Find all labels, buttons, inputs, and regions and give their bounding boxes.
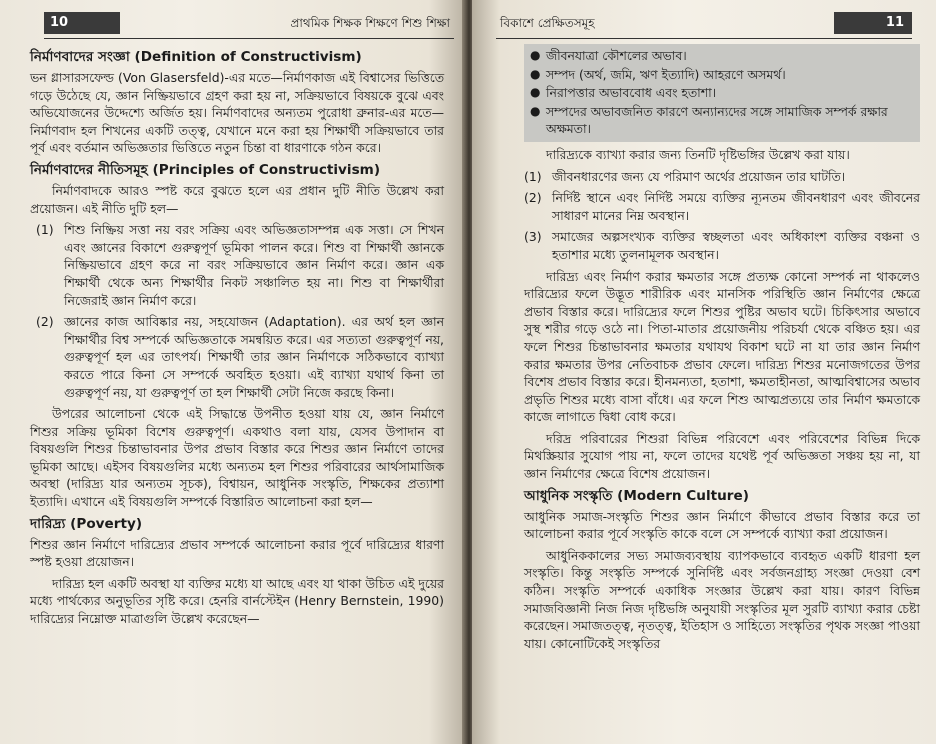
list-item [524,189,920,224]
list-item [528,66,914,84]
page-number: 10 [44,12,120,34]
list-number: (1) [36,222,54,238]
list-text: নিরাপত্তার অভাববোধ এবং হতাশা। [546,85,717,101]
bullet-icon: ● [530,48,541,62]
list-item [524,168,920,186]
paragraph: দারিদ্র্য হল একটি অবস্থা যা ব্যক্তির মধ্যে যা আছে এবং যা থাকা উচিত এই দুয়ের মধ্যে পার্থক্যের অনুভূতির সৃষ্টি করে। হেনরি বার্নস্টেইন (Henry Bernstein, 1990) দারিদ্র্যের নিম্নোক্ত মাত্রাগুলি উল্লেখ করেছেন— [30,575,444,627]
bullet-icon: ● [530,66,541,81]
right-page-content [524,44,920,656]
list-number: (2) [36,314,54,330]
paragraph: নির্মাণবাদকে আরও স্পষ্ট করে বুঝতে হলে এর প্রধান দুটি নীতি উল্লেখ করা প্রয়োজন। এই নীতি দুটি হল— [30,182,444,216]
paragraph: উপরের আলোচনা থেকে এই সিদ্ধান্তে উপনীত হওয়া যায় যে, জ্ঞান নির্মাণে শিশুর সক্রিয় ভূমিকা বিশেষ গুরুত্বপূর্ণ। একথাও বলা যায়, যেসব উপাদান বা বিষয়গুলি শিশুর চিন্তাভাবনার উপর প্রভাব বিস্তার করে শিশুর জ্ঞান নির্মাণে তাদের ভূমিকা আছে। এইসব বিষয়গুলির মধ্যে অন্যতম হল শিশুর পরিবারের আর্থসামাজিক অবস্থা (দারিদ্র্য যার অন্যতম সূচক), বিশ্বায়ন, আধুনিক সংস্কৃতি, শিক্ষকের প্রত্যাশা ইত্যাদি। এখানে এই বিষয়গুলি সম্পর্কে বিস্তারিত আলোচনা করা হল— [30,406,444,510]
list-item [528,47,914,65]
list-text: শিশু নিষ্ক্রিয় সত্তা নয় বরং সক্রিয় এবং অভিজ্ঞতাসম্পন্ন এক সত্তা। সে শিখন এবং জ্ঞানের বিকাশে গুরুত্বপূর্ণ ভূমিকা পালন করে। শিশু বা শিক্ষার্থী জ্ঞানকে নিষ্ক্রিয়ভাবে গ্রহণ করে না বরং সক্রিয়ভাবে জ্ঞান নির্মাণ করে। জ্ঞান এক শিক্ষার্থী থেকে অন্য শিক্ষার্থীর নিকট সঞ্চালিত হয় না। শিশু বা শিক্ষার্থীরা নিজেরাই জ্ঞান নির্মাণ করে। [64,222,444,308]
list-text: জীবনধারণের জন্য যে পরিমাণ অর্থের প্রয়োজন তার ঘাটতি। [552,168,846,184]
bullet-icon: ● [530,85,541,100]
list-text: জ্ঞানের কাজ আবিষ্কার নয়, সহযোজন (Adaptation). এর অর্থ হল জ্ঞান শিক্ষার্থীর বিশ্ব সম্পর্কে অভিজ্ঞতাকে সমন্বয়িত করে। এর সত্যতা গুরুত্বপূর্ণ নয়, গুরুত্বপূর্ণ হল এর তাৎপর্য। শিক্ষার্থী তার জ্ঞান নির্মাণকে সঠিকভাবে ব্যাখ্যা করতে পারে কিনা সে সম্পর্কে অবহিত হওয়া। এই ব্যাখ্যা যথার্থ কিনা তা গুরুত্বপূর্ণ নয়, যা গুরুত্বপূর্ণ তা হল শিক্ষার্থী সেটা নিজে করছে কিনা। [64,314,444,400]
list-item [528,84,914,102]
paragraph: শিশুর জ্ঞান নির্মাণে দারিদ্র্যের প্রভাব সম্পর্কে আলোচনা করার পূর্বে দারিদ্র্যের ধারণা স্পষ্ট হওয়া প্রয়োজন। [30,536,444,570]
bullet-icon: ● [530,103,541,118]
principles-list [30,221,444,401]
section-heading: নির্মাণবাদের নীতিসমূহ (Principles of Constructivism) [30,161,381,178]
right-page-header [496,12,912,39]
paragraph: ভন গ্লাসারসফেল্ড (Von Glasersfeld)-এর মতে—নির্মাণকাজ এই বিশ্বাসের ভিত্তিতে গড়ে উঠেছে যে, জ্ঞান নিষ্ক্রিয়ভাবে গ্রহণ করা হয় না, সক্রিয়ভাবে বিষয়কে বুঝে এবং অভিযোজনের উদ্দেশ্যে অর্জিত হয়। নির্মাণবাদের অন্যতম পুরোধা ব্রুনার-এর মতে—নির্মাণবাদ হল শিখনের একটি তত্ত্ব, যেখানে মনে করা হয় শিক্ষার্থী সক্রিয়ভাবে তার পূর্ব এবং বর্তমান অভিজ্ঞতার ভিত্তিতে নতুন চিন্তা বা ধারণাকে গঠন করে। [30,70,444,156]
viewpoints-list [524,168,920,264]
list-number: (2) [524,190,542,206]
paragraph: আধুনিক সমাজ-সংস্কৃতি শিশুর জ্ঞান নির্মাণে কীভাবে প্রভাব বিস্তার করে তা আলোচনা করার পূর্বে সংস্কৃতি কাকে বলে সে সম্পর্কে ব্যাখ্যা করা প্রয়োজন। [524,508,920,542]
running-head: প্রাথমিক শিক্ষক শিক্ষণে শিশু শিক্ষা [290,16,450,30]
list-item [528,103,914,138]
list-item [30,221,444,309]
right-page [472,0,936,744]
section-heading: আধুনিক সংস্কৃতি (Modern Culture) [524,487,749,504]
left-page [0,0,466,744]
list-text: সম্পদের অভাবজনিত কারণে অন্যান্যদের সঙ্গে সামাজিক সম্পর্ক রক্ষার অক্ষমতা। [546,103,888,137]
list-item [524,228,920,263]
section-heading: দারিদ্র্য (Poverty) [30,515,143,532]
paragraph: দরিদ্র পরিবারের শিশুরা বিভিন্ন পরিবেশে এবং পরিবেশের বিভিন্ন দিকে মিথস্ক্রিয়ার সুযোগ পায় না, ফলে তাদের যথেষ্ট পূর্ব অভিজ্ঞতা সঞ্চয় হয় না, যা জ্ঞান নির্মাণের ক্ষেত্রে বিশেষ প্রয়োজন। [524,430,920,482]
list-text: সম্পদ (অর্থ, জমি, ঋণ ইত্যাদি) আহরণে অসমর্থ। [546,66,786,82]
paragraph: দারিদ্র্য এবং নির্মাণ করার ক্ষমতার সঙ্গে প্রত্যক্ষ কোনো সম্পর্ক না থাকলেও দারিদ্র্যের ফলে উদ্ভূত শারীরিক এবং মানসিক পরিস্থিতি জ্ঞান নির্মাণের ক্ষেত্রে প্রভাব বিস্তার করে। দারিদ্র্যের ফলে শিশুর পুষ্টির অভাব ঘটে। চিকিৎসার অভাবে সুস্থ শরীর গড়ে ওঠে না। পিতা-মাতার প্রয়োজনীয় পরিচর্যা থেকে বঞ্চিত হয়। এর ফলে শিশুর চিন্তাভাবনার ক্ষমতার যথাযথ বিকাশ ঘটে না যা তার জ্ঞান নির্মাণ করার ক্ষমতার উপর নেতিবাচক প্রভাব ফেলে। দারিদ্র্য শিশুর মনোজগতের উপর বিশেষ প্রভাব বিস্তার করে। হীনমন্যতা, হতাশা, ক্ষমতাহীনতা, আত্মবিশ্বাসের অভাব প্রভৃতি শিশুর মধ্যে বাসা বাঁধে। এর ফলে শিশু আত্মপ্রত্যয়ে তার নির্মাণ ক্ষমতাকে কাজে লাগাতে দ্বিধা বোধ করে। [524,268,920,425]
list-number: (3) [524,229,542,245]
list-text: জীবনযাত্রা কৌশলের অভাব। [546,48,687,63]
list-number: (1) [524,168,542,184]
running-head: বিকাশে প্রেক্ষিতসমূহ [500,16,595,30]
list-text: নির্দিষ্ট স্থানে এবং নির্দিষ্ট সময়ে ব্যক্তির ন্যূনতম জীবনধারণ এবং জীবনের সাধারণ মানের নিম্ন অবস্থান। [552,190,920,223]
left-page-header [44,12,454,39]
paragraph: আধুনিককালের সভ্য সমাজব্যবস্থায় ব্যাপকভাবে ব্যবহৃত একটি ধারণা হল সংস্কৃতি। কিন্তু সংস্কৃতি সম্পর্কে সুনির্দিষ্ট এবং সর্বজনগ্রাহ্য সংজ্ঞা দেওয়া বেশ কঠিন। সংস্কৃতি সম্পর্কে একাধিক সংজ্ঞার উল্লেখ করা যায়। কারণ বিভিন্ন সমাজবিজ্ঞানী নিজ নিজ দৃষ্টিভঙ্গি অনুযায়ী সংস্কৃতির মূল সুরটি ব্যাখ্যা করার চেষ্টা করেছেন। সমাজতত্ত্ব, নৃতত্ত্ব, ইতিহাস ও সাহিত্যে সংস্কৃতির পৃথক সংজ্ঞা পাওয়া যায়। কোনোটিকেই সংস্কৃতির [524,547,920,651]
list-text: সমাজের অল্পসংখ্যক ব্যক্তির স্বচ্ছলতা এবং অধিকাংশ ব্যক্তির বঞ্চনা ও হতাশার মধ্যে তুলনামূলক অবস্থান। [552,229,920,262]
poverty-dimensions-box [524,44,920,142]
left-page-content [30,44,444,632]
paragraph: দারিদ্র্যকে ব্যাখ্যা করার জন্য তিনটি দৃষ্টিভঙ্গির উল্লেখ করা যায়। [546,146,850,162]
list-item [30,313,444,401]
page-number: 11 [834,12,912,34]
section-heading: নির্মাণবাদের সংজ্ঞা (Definition of Constructivism) [30,49,362,65]
